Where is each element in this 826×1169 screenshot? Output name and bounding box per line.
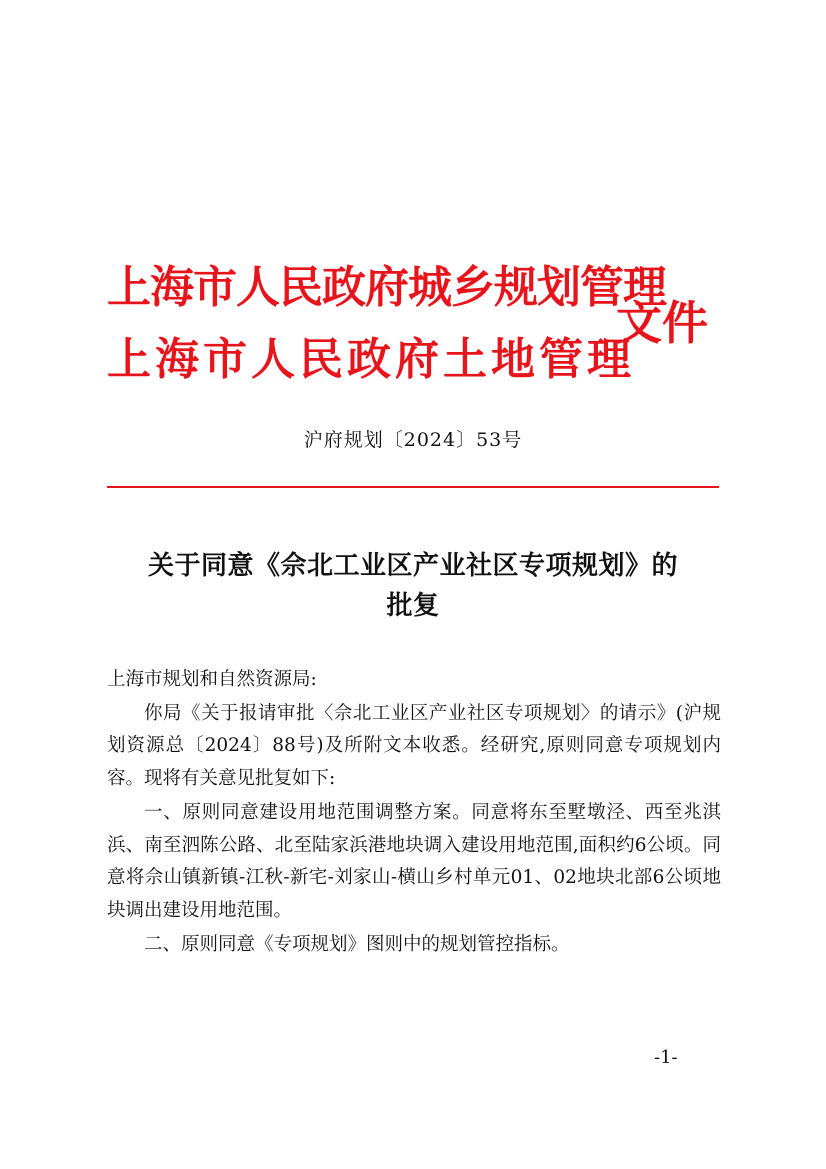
- document-type-label: 文件: [616, 296, 708, 350]
- document-title: [107, 546, 719, 626]
- page-number: -1-: [654, 1047, 678, 1068]
- salutation: 上海市规划和自然资源局:: [107, 669, 317, 690]
- issuer-name-line-1: 上海市人民政府城乡规划管理: [107, 262, 666, 313]
- document-body: [107, 664, 721, 962]
- red-divider-line: [107, 486, 719, 488]
- body-paragraph: 你局《关于报请审批〈佘北工业区产业社区专项规划〉的请示》(沪规划资源总〔2024〕88号)及所附文本收悉。经研究,原则同意专项规划内容。现将有关意见批复如下:: [107, 702, 721, 789]
- body-paragraph: 一、原则同意建设用地范围调整方案。同意将东至墅墩泾、西至兆淇浜、南至泗陈公路、北至陆家浜港地块调入建设用地范围,面积约6公顷。同意将佘山镇新镇-江秋-新宅-刘家山-横山乡村单元01、02地块北部6公顷地块调出建设用地范围。: [107, 802, 721, 921]
- title-line-1: 关于同意《佘北工业区产业社区专项规划》的: [147, 551, 678, 581]
- title-line-2: 批复: [386, 591, 440, 621]
- document-number: 沪府规划〔2024〕53号: [303, 429, 523, 451]
- body-paragraph: 二、原则同意《专项规划》图则中的规划管控指标。: [144, 934, 570, 955]
- issuer-name-line-2: 上海市人民政府土地管理: [107, 334, 635, 385]
